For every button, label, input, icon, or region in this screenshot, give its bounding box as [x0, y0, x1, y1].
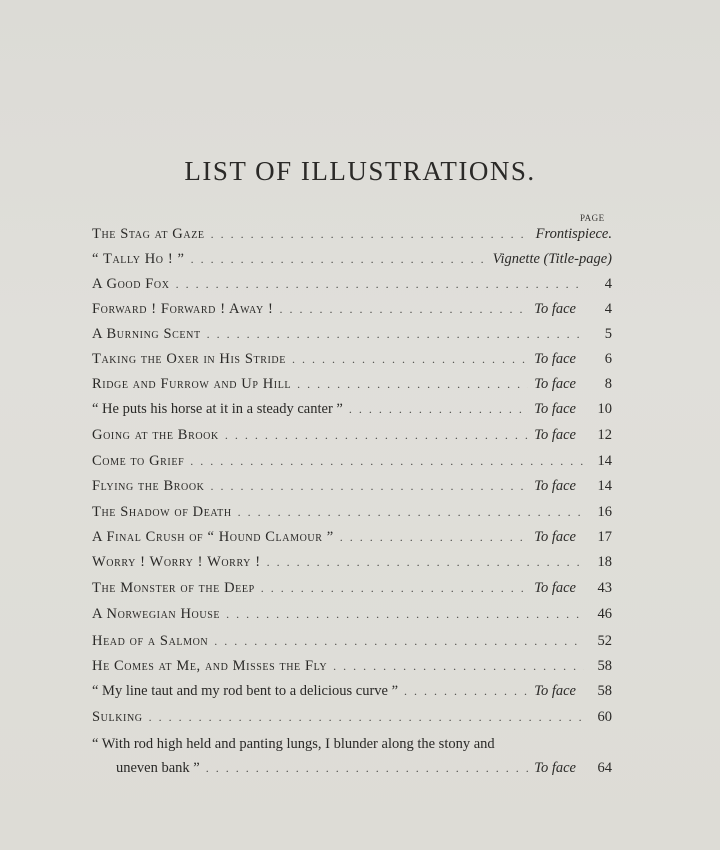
- dot-leader: [206, 756, 528, 780]
- entry-title: Going at the Brook: [92, 427, 219, 443]
- entry-title-line1: “ With rod high held and panting lungs, I blunder along the stony and: [92, 736, 495, 752]
- entry-title: “ My line taut and my rod bent to a delicious curve ”: [92, 683, 399, 699]
- entry-title: He Comes at Me, and Misses the Fly: [92, 658, 328, 674]
- dot-leader: [279, 297, 528, 321]
- dot-leader: [190, 449, 584, 473]
- entry-title: Forward ! Forward ! Away !: [92, 301, 274, 317]
- entry-page: 14: [597, 453, 612, 469]
- dot-leader: [292, 347, 528, 371]
- entry-note: To face: [534, 376, 576, 392]
- list-item: [92, 449, 612, 473]
- dot-leader: [349, 397, 528, 421]
- dot-leader: [211, 222, 530, 246]
- list-item: [92, 297, 612, 321]
- entry-page: 5: [604, 326, 612, 342]
- list-item: [92, 629, 612, 653]
- entry-page: 52: [597, 633, 612, 649]
- entry-page: 64: [597, 760, 612, 776]
- entry-page: 12: [597, 427, 612, 443]
- entry-page: 4: [604, 276, 612, 292]
- dot-leader: [191, 247, 487, 271]
- dot-leader: [149, 705, 584, 729]
- entry-title: Flying the Brook: [92, 478, 205, 494]
- dot-leader: [238, 500, 584, 524]
- list-item: [92, 347, 612, 371]
- entry-page: 58: [597, 683, 612, 699]
- entry-title: A Good Fox: [92, 276, 170, 292]
- list-item: [92, 322, 612, 346]
- dot-leader: [404, 679, 528, 703]
- entry-note: To face: [534, 580, 576, 596]
- entry-title: “ Tally Ho ! ”: [92, 251, 185, 267]
- page-title: LIST OF ILLUSTRATIONS.: [184, 156, 536, 186]
- entry-note: To face: [534, 529, 576, 545]
- entry-page: Vignette (Title-page): [492, 251, 612, 267]
- entry-title-line2: uneven bank ”: [116, 760, 200, 776]
- entry-title: A Final Crush of “ Hound Clamour ”: [92, 529, 334, 545]
- entry-note: To face: [534, 351, 576, 367]
- entry-note: To face: [534, 427, 576, 443]
- entry-page: 43: [597, 580, 612, 596]
- entry-page: 46: [597, 606, 612, 622]
- entry-title: The Monster of the Deep: [92, 580, 255, 596]
- entry-title: Head of a Salmon: [92, 633, 209, 649]
- list-item: [92, 654, 612, 678]
- dot-leader: [261, 576, 528, 600]
- dot-leader: [297, 372, 528, 396]
- list-item: [92, 576, 612, 600]
- entry-title: A Norwegian House: [92, 606, 221, 622]
- entry-title: Ridge and Furrow and Up Hill: [92, 376, 292, 392]
- list-item: [92, 705, 612, 729]
- list-item: [92, 550, 612, 574]
- list-item: [92, 397, 612, 421]
- entry-page: 6: [604, 351, 612, 367]
- dot-leader: [214, 629, 584, 653]
- entry-title: Taking the Oxer in His Stride: [92, 351, 286, 367]
- entry-note: To face: [534, 683, 576, 699]
- list-item: [92, 500, 612, 524]
- list-item: [92, 272, 612, 296]
- dot-leader: [225, 423, 528, 447]
- entry-page: 60: [597, 709, 612, 725]
- entry-title: Come to Grief: [92, 453, 185, 469]
- entry-title: The Stag at Gaze: [92, 226, 205, 242]
- dot-leader: [210, 474, 528, 498]
- entry-note: To face: [534, 478, 576, 494]
- dot-leader: [333, 654, 584, 678]
- dot-leader: [267, 550, 584, 574]
- entry-note: To face: [534, 401, 576, 417]
- entry-title: The Shadow of Death: [92, 504, 232, 520]
- entry-page: 17: [597, 529, 612, 545]
- entry-page: 18: [597, 554, 612, 570]
- list-item: [92, 525, 612, 549]
- list-item: [92, 474, 612, 498]
- entry-page: 16: [597, 504, 612, 520]
- list-item: [92, 372, 612, 396]
- list-item: [92, 679, 612, 703]
- list-item: [116, 756, 612, 780]
- entry-page: 8: [604, 376, 612, 392]
- entry-page: 14: [597, 478, 612, 494]
- dot-leader: [207, 322, 584, 346]
- page-column-header: PAGE: [580, 213, 605, 223]
- list-item: [92, 247, 612, 271]
- dot-leader: [226, 602, 584, 626]
- entry-note: To face: [534, 760, 576, 776]
- entry-page: 58: [597, 658, 612, 674]
- entry-title: Worry ! Worry ! Worry !: [92, 554, 261, 570]
- list-item: [92, 602, 612, 626]
- list-item: [92, 222, 612, 246]
- entry-page: 10: [597, 401, 612, 417]
- entry-title: A Burning Scent: [92, 326, 201, 342]
- entry-page: 4: [604, 301, 612, 317]
- entry-title: “ He puts his horse at it in a steady canter ”: [92, 401, 343, 417]
- list-item: [92, 423, 612, 447]
- entry-note: To face: [534, 301, 576, 317]
- entry-page: Frontispiece.: [535, 226, 612, 242]
- dot-leader: [176, 272, 584, 296]
- entry-title: Sulking: [92, 709, 143, 725]
- dot-leader: [340, 525, 528, 549]
